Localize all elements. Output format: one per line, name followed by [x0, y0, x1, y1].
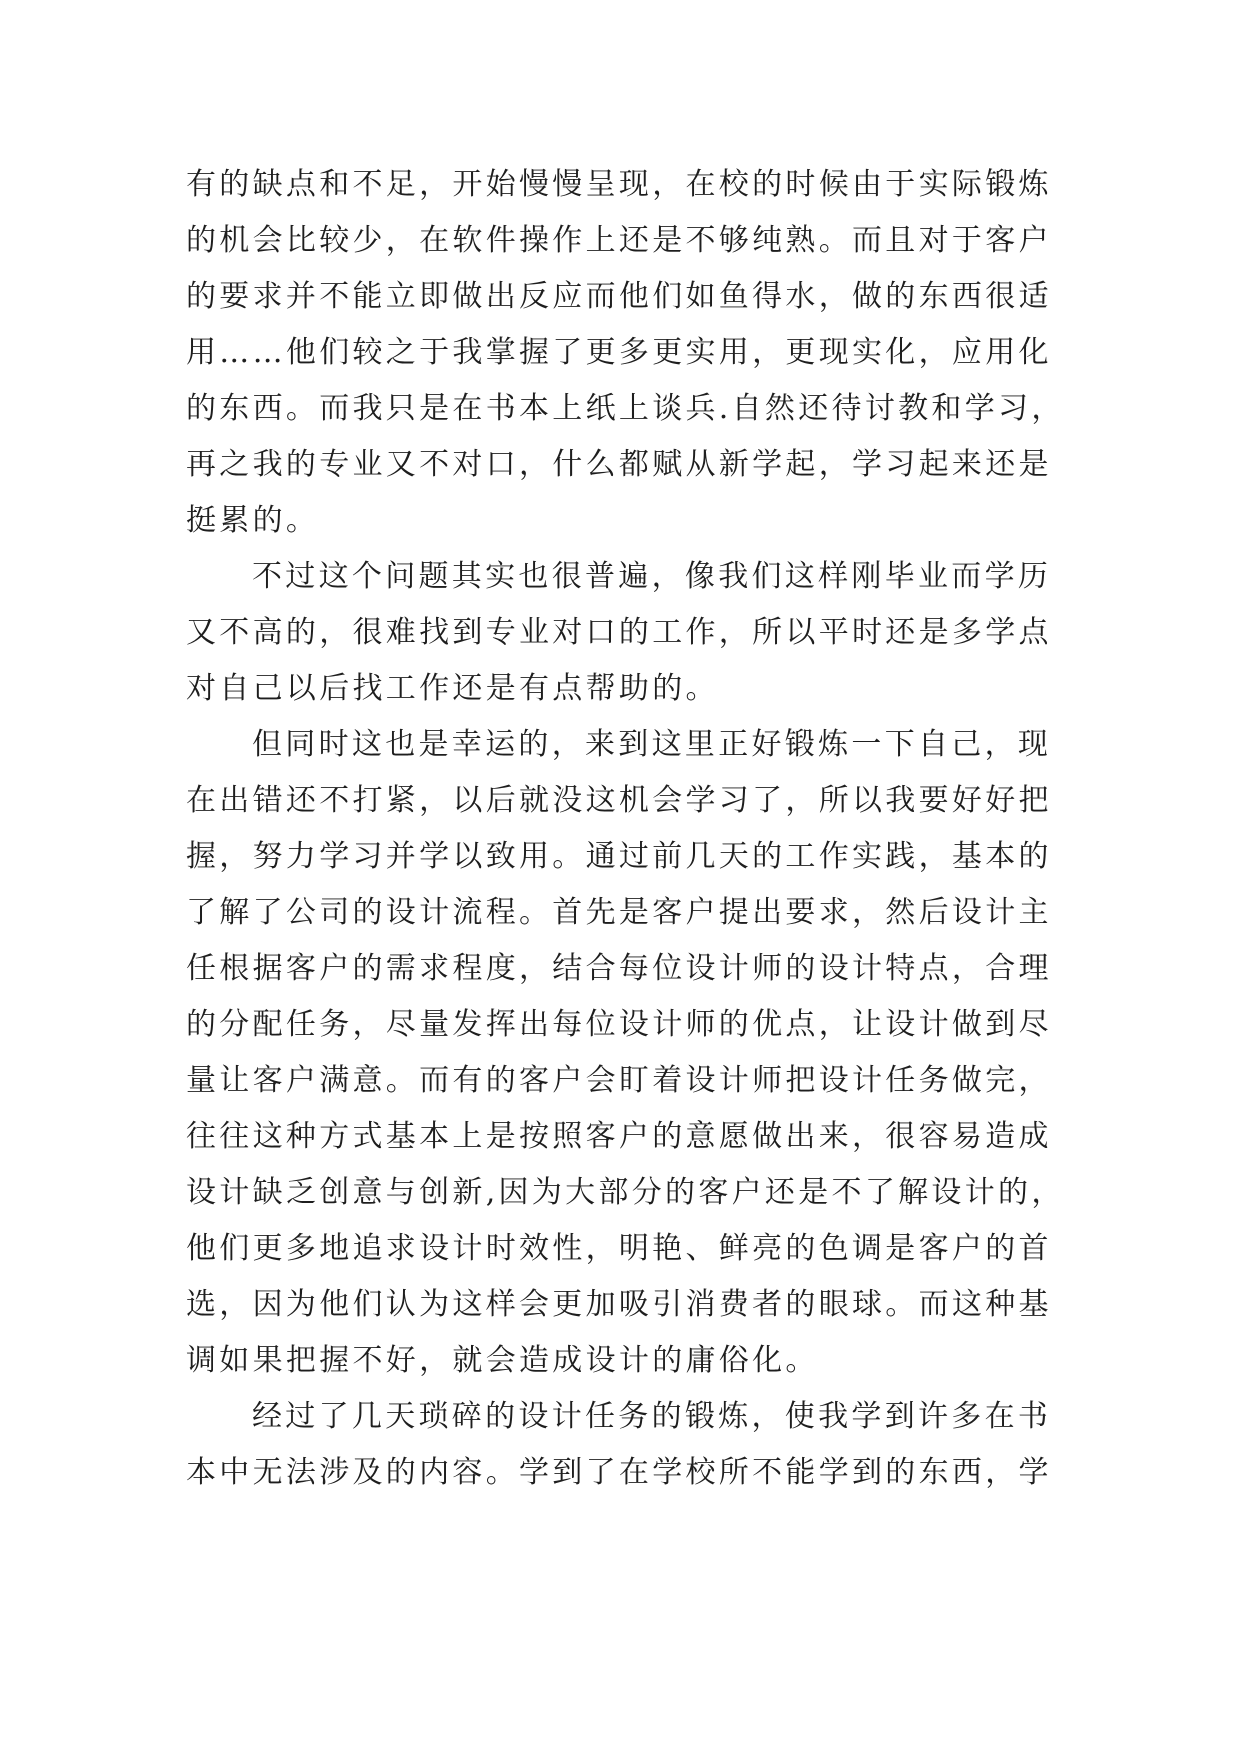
text-line: 选，因为他们认为这样会更加吸引消费者的眼球。而这种基 — [186, 1287, 1052, 1322]
paragraph — [186, 157, 1065, 549]
text-line: 对自己以后找工作还是有点帮助的。 — [186, 671, 719, 706]
text-line: 的要求并不能立即做出反应而他们如鱼得水，做的东西很适 — [186, 279, 1052, 314]
text-line: 的东西。而我只是在书本上纸上谈兵.自然还待讨教和学习， — [186, 391, 1065, 426]
text-line: 调如果把握不好，就会造成设计的庸俗化。 — [186, 1343, 819, 1378]
text-line: 了解了公司的设计流程。首先是客户提出要求，然后设计主 — [186, 895, 1052, 930]
text-line: 往往这种方式基本上是按照客户的意愿做出来，很容易造成 — [186, 1119, 1052, 1154]
text-line: 设计缺乏创意与创新,因为大部分的客户还是不了解设计的， — [186, 1175, 1065, 1210]
text-line: 经过了几天琐碎的设计任务的锻炼，使我学到许多在书 — [252, 1399, 1052, 1434]
text-line: 本中无法涉及的内容。学到了在学校所不能学到的东西，学 — [186, 1455, 1052, 1490]
document-body — [186, 157, 1065, 1501]
text-line: 任根据客户的需求程度，结合每位设计师的设计特点，合理 — [186, 951, 1052, 986]
text-line: 他们更多地追求设计时效性，明艳、鲜亮的色调是客户的首 — [186, 1231, 1052, 1266]
text-line: 但同时这也是幸运的，来到这里正好锻炼一下自己，现 — [252, 727, 1052, 762]
text-line: 挺累的。 — [186, 503, 320, 538]
text-line: 再之我的专业又不对口，什么都赋从新学起，学习起来还是 — [186, 447, 1052, 482]
paragraph — [186, 549, 1056, 717]
text-line: 在出错还不打紧，以后就没这机会学习了，所以我要好好把 — [186, 783, 1052, 818]
paragraph — [186, 717, 1065, 1389]
paragraph — [186, 1389, 1056, 1501]
text-line: 用……他们较之于我掌握了更多更实用，更现实化，应用化 — [186, 335, 1052, 370]
text-line: 的机会比较少，在软件操作上还是不够纯熟。而且对于客户 — [186, 223, 1052, 258]
text-line: 握，努力学习并学以致用。通过前几天的工作实践，基本的 — [186, 839, 1052, 874]
text-line: 的分配任务，尽量发挥出每位设计师的优点，让设计做到尽 — [186, 1007, 1052, 1042]
text-line: 不过这个问题其实也很普遍，像我们这样刚毕业而学历 — [252, 559, 1052, 594]
text-line: 又不高的，很难找到专业对口的工作，所以平时还是多学点 — [186, 615, 1052, 650]
text-line: 有的缺点和不足，开始慢慢呈现，在校的时候由于实际锻炼 — [186, 167, 1052, 202]
text-line: 量让客户满意。而有的客户会盯着设计师把设计任务做完， — [186, 1063, 1052, 1098]
